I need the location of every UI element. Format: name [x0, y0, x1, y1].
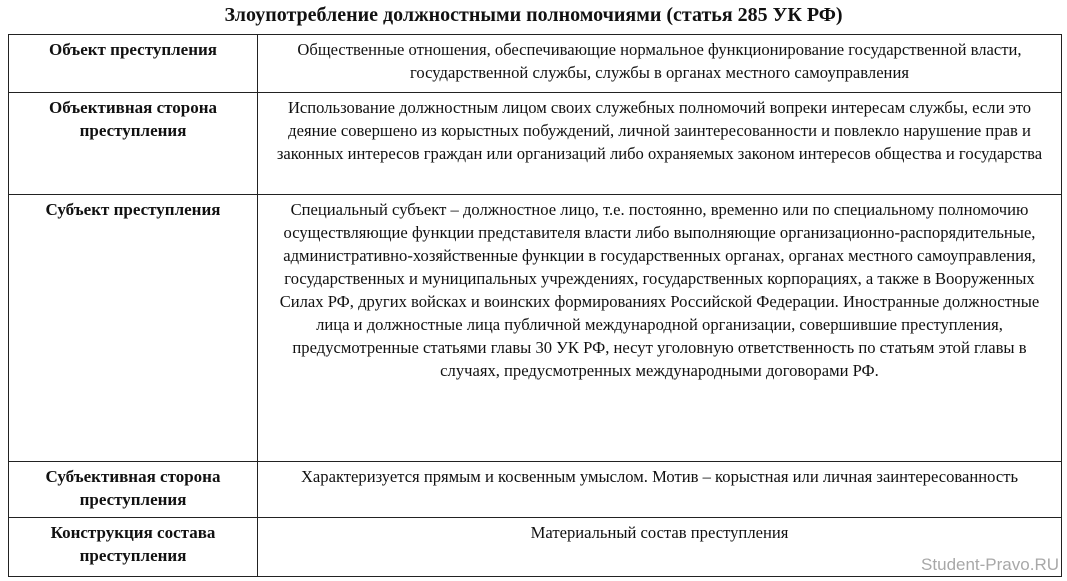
table-row	[9, 518, 1062, 577]
row-label: Конструкция состава преступления	[9, 518, 258, 577]
row-value: Использование должностным лицом своих служебных полномочий вопреки интересам службы, если это деяние совершено из корыстных побуждений, личной заинтересованности и повлекло нарушение прав и законных интересов граждан или организаций либо охраняемых законом интересов общества и государства	[258, 93, 1062, 195]
row-label: Субъект преступления	[9, 195, 258, 462]
row-value: Материальный состав преступления	[258, 518, 1062, 577]
row-value: Характеризуется прямым и косвенным умыслом. Мотив – корыстная или личная заинтересованность	[258, 462, 1062, 518]
table-row	[9, 93, 1062, 195]
watermark: Student-Pravo.RU	[921, 555, 1059, 574]
table-row	[9, 195, 1062, 462]
row-label: Субъективная сторона преступления	[9, 462, 258, 518]
table-row	[9, 462, 1062, 518]
row-label: Объективная сторона преступления	[9, 93, 258, 195]
row-value: Общественные отношения, обеспечивающие нормальное функционирование государственной власти, государственной службы, службы в органах местного самоуправления	[258, 35, 1062, 93]
table-row	[9, 35, 1062, 93]
row-value: Специальный субъект – должностное лицо, т.е. постоянно, временно или по специальному полномочию осуществляющие функции представителя власти либо выполняющие организационно-распорядительные, административно-хозяйственные функции в государственных органах, органах местного самоуправления, государственных и муниципальных учреждениях, государственных корпорациях, а также в Вооруженных Силах РФ, других войсках и воинских формированиях Российской Федерации. Иностранные должностные лица и должностные лица публичной международной организации, совершившие преступления, предусмотренные статьями главы 30 УК РФ, несут уголовную ответственность по статьям этой главы в случаях, предусмотренных международными договорами РФ.	[258, 195, 1062, 462]
page-title: Злоупотребление должностными полномочиями (статья 285 УК РФ)	[224, 4, 843, 26]
crime-elements-table	[8, 34, 1062, 577]
row-label: Объект преступления	[9, 35, 258, 93]
